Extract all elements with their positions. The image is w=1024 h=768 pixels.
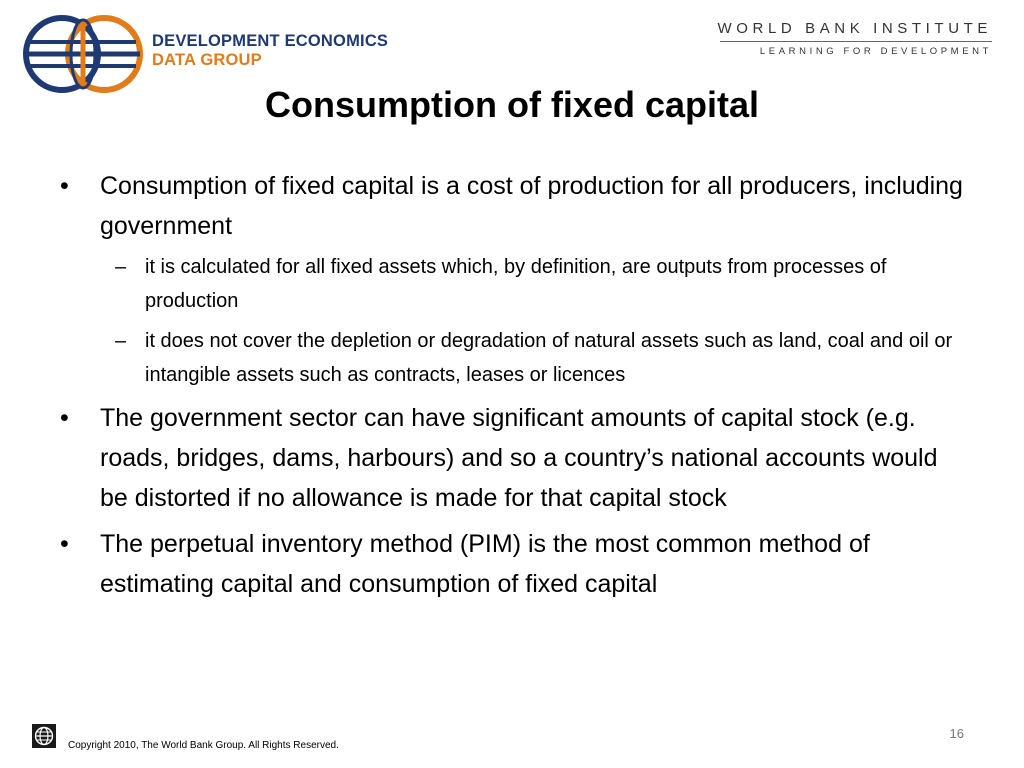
institute-logo xyxy=(717,20,992,57)
world-bank-globe-icon xyxy=(32,724,56,748)
bullet-text: Consumption of fixed capital is a cost of production for all producers, including government xyxy=(100,172,963,240)
bullet-icon: • xyxy=(60,404,69,432)
page-number: 16 xyxy=(949,726,964,741)
dash-icon: – xyxy=(115,256,127,278)
bullet-text: The perpetual inventory method (PIM) is the most common method of estimating capital and consumption of fixed capital xyxy=(100,530,870,598)
slide-body xyxy=(60,166,970,604)
slide-title: Consumption of fixed capital xyxy=(264,84,759,125)
sub-bullet-item xyxy=(60,250,970,318)
dash-icon: – xyxy=(115,330,127,352)
logo-line-2: DATA GROUP xyxy=(152,51,262,69)
sub-bullet-item xyxy=(60,324,970,392)
logo-text xyxy=(152,32,388,70)
institute-divider xyxy=(720,41,992,42)
sub-bullet-text: it does not cover the depletion or degradation of natural assets such as land, coal and oil or intangible assets such as contracts, leases or licences xyxy=(145,330,953,386)
bullet-icon: • xyxy=(60,530,69,558)
sub-bullet-text: it is calculated for all fixed assets which, by definition, are outputs from processes of production xyxy=(145,256,887,312)
bullet-item xyxy=(60,524,970,604)
sub-bullet-list xyxy=(60,250,970,392)
bullet-icon: • xyxy=(60,172,69,200)
bullet-item xyxy=(60,166,970,246)
logo-line-1: DEVELOPMENT ECONOMICS xyxy=(152,32,389,50)
bullet-text: The government sector can have significant amounts of capital stock (e.g. roads, bridges, dams, harbours) and so a country’s national accounts would be distorted if no allowance is made for that capital stock xyxy=(100,404,938,512)
institute-name: WORLD BANK INSTITUTE xyxy=(717,20,992,37)
copyright-notice: Copyright 2010, The World Bank Group. All Rights Reserved. xyxy=(68,740,339,751)
institute-tagline: LEARNING FOR DEVELOPMENT xyxy=(759,46,992,57)
bullet-item xyxy=(60,398,970,518)
